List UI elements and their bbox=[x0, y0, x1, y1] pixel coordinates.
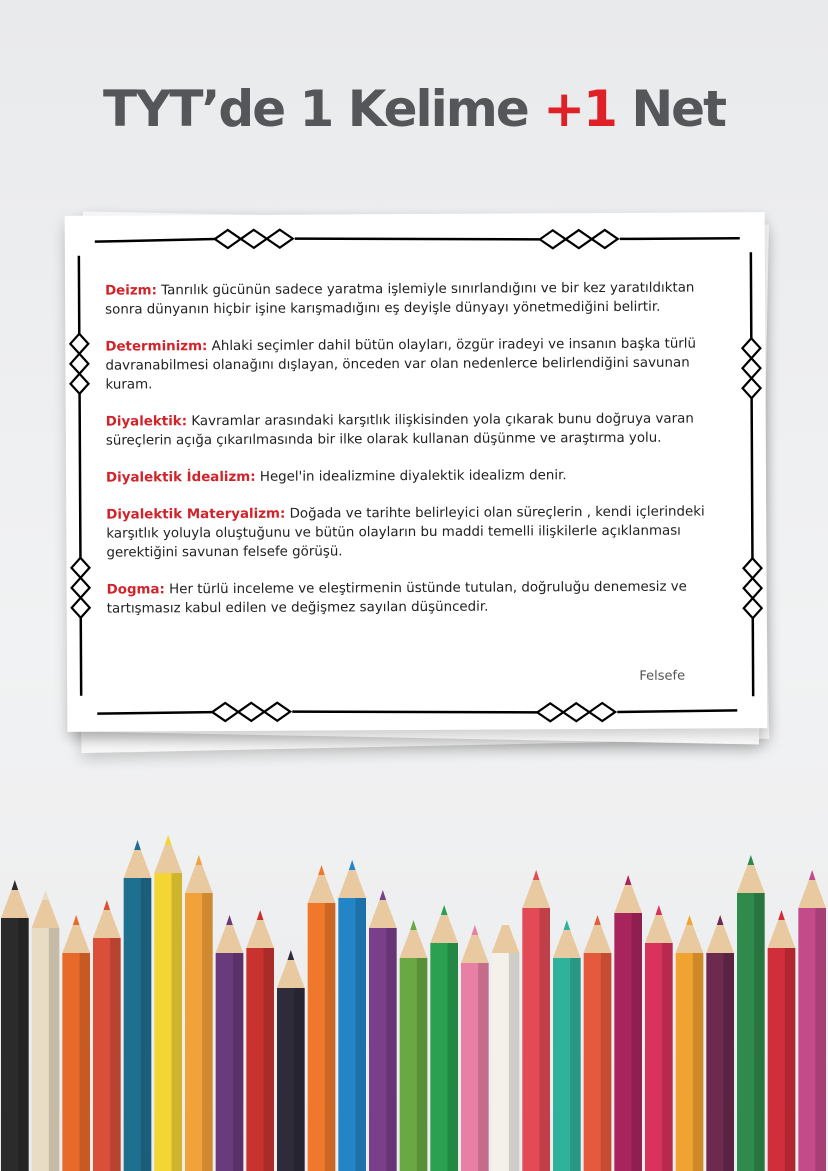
glossary-entry-dogma bbox=[107, 577, 735, 618]
pencil bbox=[185, 855, 213, 1171]
term-definition: Her türlü inceleme ve eleştirmenin üstünde tutulan, doğruluğu denemesiz ve tartışmasız kabul edilen ve değişmez sayılan düşüncedir. bbox=[106, 579, 687, 617]
pencil bbox=[614, 875, 642, 1171]
pencil bbox=[461, 925, 489, 1171]
pencil bbox=[216, 915, 244, 1171]
pencil bbox=[246, 910, 274, 1171]
page-title bbox=[0, 80, 828, 138]
term-label: Dogma: bbox=[106, 582, 165, 598]
term-definition: Ahlaki seçimler dahil bütün olayları, özgür iradeyi ve insanın başka türlü davranabilmesi olanağını dışlayan, önceden var olan nedenlerce belirlendiğini savunan kuram. bbox=[105, 336, 697, 393]
term-definition: Kavramlar arasındaki karşıtlık ilişkisinden yola çıkarak bunu doğruya varan süreçlerin açığa çıkarılmasında bir ilke olarak kullanan düşünme ve araştırma yolu. bbox=[105, 411, 694, 449]
pencil bbox=[32, 890, 60, 1171]
pencil bbox=[1, 880, 29, 1171]
glossary-card bbox=[65, 212, 768, 732]
pencil bbox=[369, 890, 397, 1171]
pencil bbox=[308, 865, 336, 1171]
colored-pencils-image bbox=[0, 820, 828, 1171]
glossary-entry-determinizm bbox=[105, 334, 733, 394]
pencil bbox=[737, 855, 765, 1171]
pencil bbox=[706, 915, 734, 1171]
pencil bbox=[338, 860, 366, 1171]
term-definition: Tanrılık gücünün sadece yaratma işlemiyle sınırlandığını ve bir kez yaratıldıktan sonra dünyanın hiçbir işine karışmadığını eş deyişle dünyayı yönetmediğini belirtir. bbox=[105, 280, 695, 318]
glossary-entry-deizm bbox=[105, 278, 733, 319]
title-accent: +1 bbox=[543, 80, 616, 138]
pencil bbox=[553, 920, 581, 1171]
term-definition: Hegel'in idealizmine diyalektik idealizm denir. bbox=[255, 468, 567, 485]
pencil bbox=[584, 915, 612, 1171]
pencil bbox=[645, 905, 673, 1171]
glossary-entry-diyalektik-materyalizm bbox=[106, 502, 734, 562]
pencil bbox=[62, 915, 90, 1171]
glossary-entry-diyalektik-idealizm bbox=[106, 465, 734, 487]
term-label: Diyalektik: bbox=[105, 414, 188, 430]
pencil bbox=[400, 920, 428, 1171]
pencil bbox=[768, 910, 796, 1171]
pencil bbox=[492, 915, 520, 1171]
pencil bbox=[277, 950, 305, 1171]
term-label: Diyalektik Materyalizm: bbox=[106, 506, 286, 523]
title-main: TYT’de 1 Kelime bbox=[103, 80, 544, 138]
term-label: Diyalektik İdealizm: bbox=[105, 469, 256, 486]
pencil bbox=[522, 870, 550, 1171]
glossary-entry-diyalektik bbox=[106, 409, 734, 450]
glossary-list bbox=[105, 278, 735, 636]
pencil bbox=[154, 835, 182, 1171]
pencil bbox=[93, 900, 121, 1171]
title-end: Net bbox=[615, 80, 725, 138]
subject-label: Felsefe bbox=[639, 668, 686, 684]
pencil bbox=[124, 840, 152, 1171]
term-label: Deizm: bbox=[105, 283, 157, 299]
pencil bbox=[798, 870, 826, 1171]
pencil bbox=[430, 905, 458, 1171]
pencil bbox=[676, 915, 704, 1171]
term-label: Determinizm: bbox=[105, 339, 208, 355]
term-definition: Doğada ve tarihte belirleyici olan süreçlerin , kendi içlerindeki karşıtlık yoluyla oluştuğunu ve bütün olayların bu maddi temelli ilişkilerle açıklanması gerektiğini savunan felsefe görüşü. bbox=[106, 504, 705, 561]
